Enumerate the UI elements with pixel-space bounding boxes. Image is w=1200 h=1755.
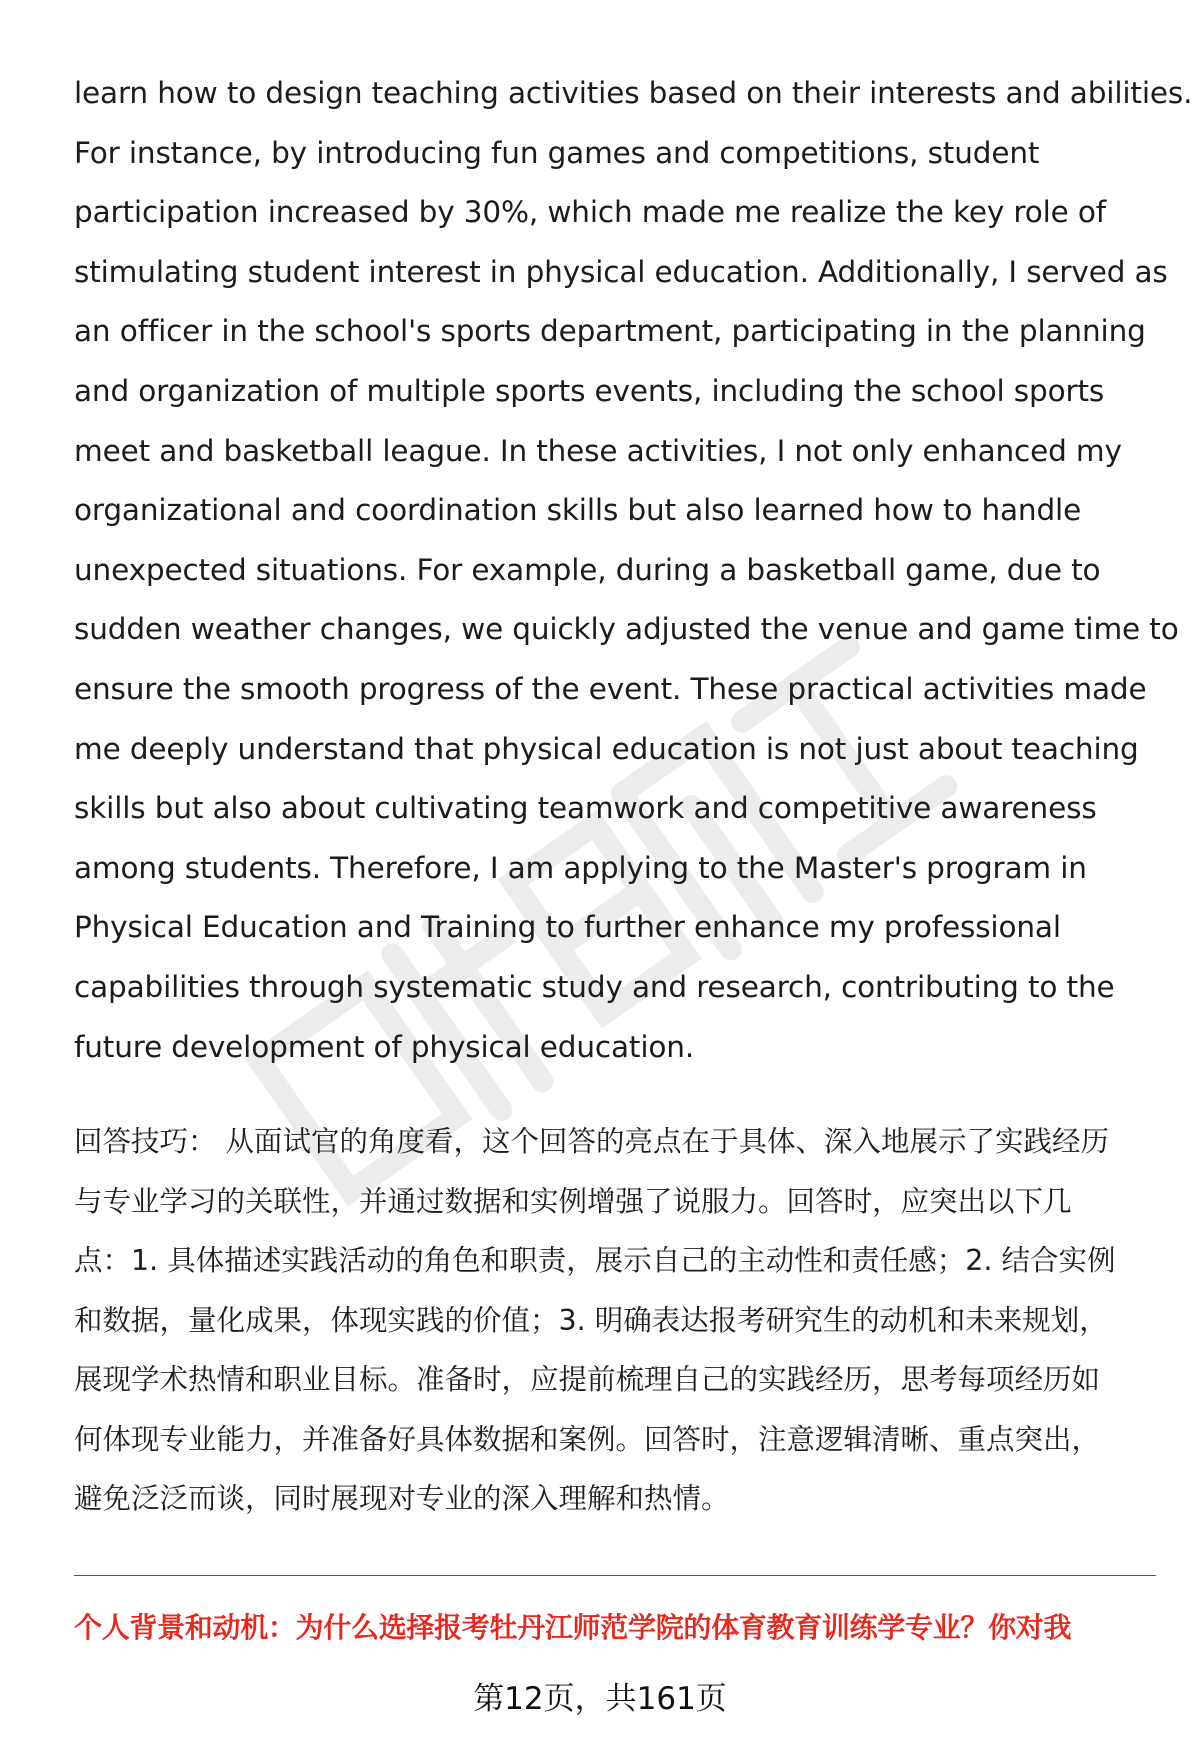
- text-line: unexpected situations. For example, during a basketball game, due to: [74, 552, 1101, 587]
- text-line: participation increased by 30%, which made me realize the key role of: [74, 195, 1107, 230]
- text-line: For instance, by introducing fun games and competitions, student: [74, 135, 1040, 170]
- tips-line: 何体现专业能力，并准备好具体数据和案例。回答时，注意逻辑清晰、重点突出，: [74, 1422, 1101, 1456]
- tips-line: 与专业学习的关联性，并通过数据和实例增强了说服力。回答时，应突出以下几: [74, 1184, 1072, 1218]
- text-line: organizational and coordination skills but also learned how to handle: [74, 493, 1082, 528]
- text-line: me deeply understand that physical education is not just about teaching: [74, 731, 1139, 766]
- tips-line: 点：1. 具体描述实践活动的角色和职责，展示自己的主动性和责任感；2. 结合实例: [74, 1244, 1116, 1277]
- text-line: skills but also about cultivating teamwork and competitive awareness: [74, 791, 1097, 826]
- text-line: sudden weather changes, we quickly adjusted the venue and game time to: [74, 612, 1179, 647]
- english-answer-paragraph: [74, 64, 1193, 1077]
- text-line: Physical Education and Training to further enhance my professional: [74, 910, 1061, 945]
- page-number: 第12页，共161页: [473, 1681, 727, 1717]
- text-line: and organization of multiple sports events, including the school sports: [74, 373, 1105, 408]
- next-question-heading: 个人背景和动机：为什么选择报考牡丹江师范学院的体育教育训练学专业？你对我: [74, 1611, 1072, 1644]
- text-line: ensure the smooth progress of the event. These practical activities made: [74, 671, 1147, 706]
- text-line: learn how to design teaching activities based on their interests and abilities.: [74, 76, 1193, 110]
- text-line: meet and basketball league. In these activities, I not only enhanced my: [74, 433, 1122, 468]
- text-line: future development of physical education.: [74, 1029, 695, 1064]
- tips-line: 和数据，量化成果，体现实践的价值；3. 明确表达报考研究生的动机和未来规划，: [74, 1303, 1108, 1337]
- tips-line: 避免泛泛而谈，同时展现对专业的深入理解和热情。: [74, 1482, 730, 1515]
- text-line: capabilities through systematic study and research, contributing to the: [74, 969, 1115, 1004]
- text-line: stimulating student interest in physical education. Additionally, I served as: [74, 254, 1168, 289]
- text-line: an officer in the school's sports department, participating in the planning: [74, 314, 1146, 349]
- section-divider: [74, 1575, 1156, 1576]
- answer-tips-paragraph: [74, 1112, 1154, 1529]
- tips-line: 回答技巧： 从面试官的角度看，这个回答的亮点在于具体、深入地展示了实践经历: [74, 1125, 1110, 1158]
- text-line: among students. Therefore, I am applying to the Master's program in: [74, 850, 1087, 885]
- tips-line: 展现学术热情和职业目标。准备时，应提前梳理自己的实践经历，思考每项经历如: [74, 1363, 1101, 1396]
